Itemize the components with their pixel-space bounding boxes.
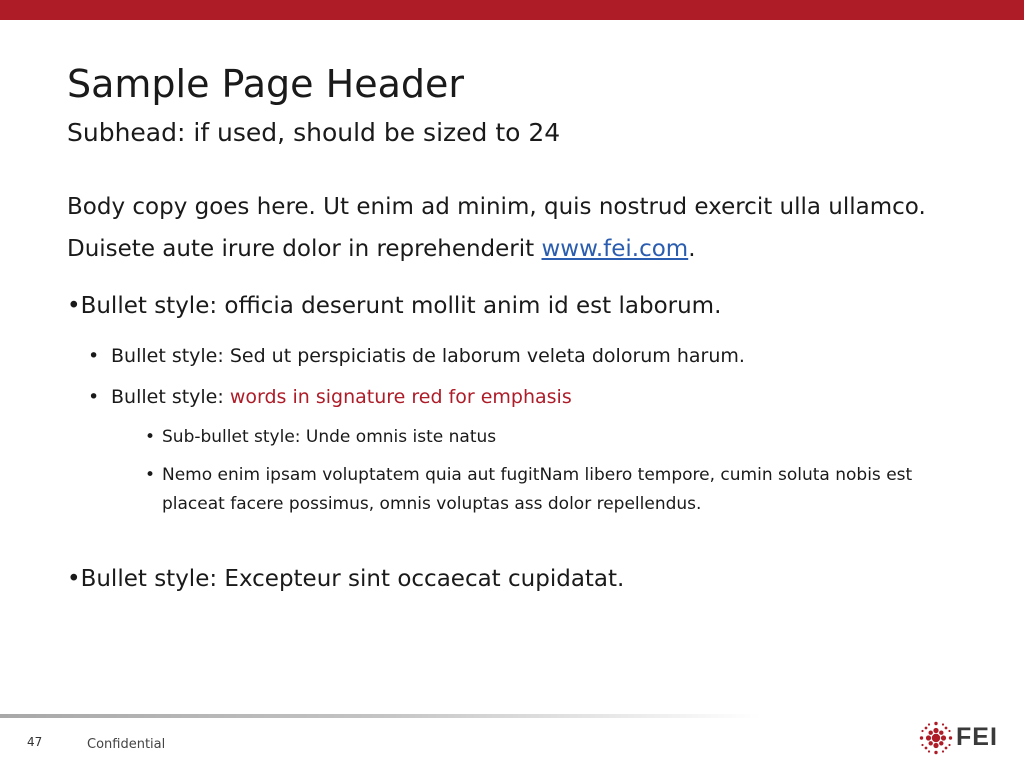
top-brand-bar — [0, 0, 1024, 20]
fei-logo — [916, 718, 1016, 758]
bullet-text: Bullet style: officia deserunt mollit anim id est laborum. — [80, 293, 722, 319]
footer-divider — [0, 714, 760, 718]
website-link[interactable]: www.fei.com — [541, 236, 689, 262]
bullet-text: Bullet style: — [111, 386, 230, 408]
sub-bullet-text: Sub-bullet style: Unde omnis iste natus — [162, 427, 497, 447]
bullet-symbol: • — [67, 293, 81, 319]
sub-bullet-text: Nemo enim ipsam voluptatem quia aut fugitNam libero tempore, cumin soluta nobis est placeat facere possimus, omnis voluptas ass dolor repellendus. — [162, 465, 913, 514]
bullet-item-1 — [67, 290, 721, 322]
page-number: 47 — [27, 735, 43, 749]
bullet-text: Bullet style: Excepteur sint occaecat cupidatat. — [80, 566, 625, 592]
body-copy — [67, 186, 997, 270]
bullet-text: Bullet style: Sed ut perspiciatis de laborum veleta dolorum harum. — [111, 345, 745, 367]
bullet-symbol: • — [145, 427, 156, 447]
bullet-symbol: • — [145, 465, 156, 485]
body-copy-text: Body copy goes here. Ut enim ad minim, quis nostrud exercit ulla ullamco. Duisete aute irure dolor in reprehenderit — [67, 194, 926, 262]
bullet-symbol: • — [67, 566, 81, 592]
body-copy-end: . — [688, 236, 696, 262]
page-title: Sample Page Header — [67, 62, 464, 106]
bullet-item-2 — [67, 563, 624, 595]
bullet-symbol: • — [88, 386, 100, 408]
bullet-item-1-1 — [88, 342, 745, 370]
fei-logo-text: FEI — [956, 723, 998, 751]
fei-logo-icon — [916, 718, 956, 758]
confidential-label: Confidential — [87, 737, 166, 752]
bullet-item-1-2 — [88, 383, 572, 411]
page-subtitle: Subhead: if used, should be sized to 24 — [67, 118, 561, 147]
bullet-symbol: • — [88, 345, 100, 367]
sub-bullet-item-1 — [145, 423, 965, 452]
sub-bullet-item-2 — [145, 461, 955, 519]
emphasis-text: words in signature red for emphasis — [229, 386, 572, 408]
